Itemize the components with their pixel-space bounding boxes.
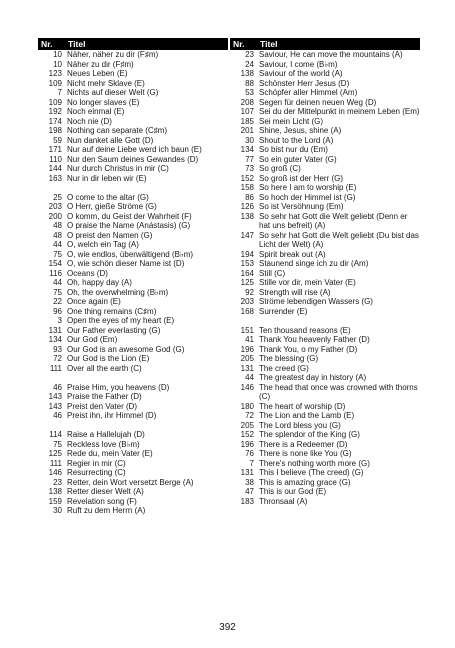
song-number: 138 xyxy=(240,211,254,221)
index-entry xyxy=(38,430,228,440)
index-entry xyxy=(230,487,420,497)
song-number: 203 xyxy=(48,202,62,211)
song-number: 198 xyxy=(48,126,62,135)
song-title: Ten thousand reasons (E) xyxy=(259,325,351,335)
song-number: 180 xyxy=(240,401,254,411)
index-entry xyxy=(38,117,228,127)
index-entry xyxy=(230,174,420,184)
song-title: Reckless love (B♭m) xyxy=(67,439,140,449)
song-title: Ströme lebendigen Wassers (G) xyxy=(259,297,373,306)
index-list-left xyxy=(38,50,228,516)
index-entry xyxy=(38,240,228,250)
index-entry xyxy=(38,411,228,421)
song-number: 143 xyxy=(48,401,62,411)
index-entry xyxy=(230,497,420,507)
song-number: 185 xyxy=(240,116,254,126)
song-number: 44 xyxy=(53,278,62,287)
song-number: 7 xyxy=(57,88,62,97)
song-title: The heart of worship (D) xyxy=(259,401,346,411)
song-number: 46 xyxy=(53,411,62,420)
song-title: Our God is the Lion (E) xyxy=(67,354,150,363)
song-title: Nichts auf dieser Welt (G) xyxy=(67,88,159,97)
song-number: 41 xyxy=(245,335,254,344)
index-entry xyxy=(38,497,228,507)
column-header xyxy=(38,38,228,50)
song-title: Open the eyes of my heart (E) xyxy=(67,316,175,325)
section-spacer xyxy=(38,373,228,383)
song-title: Thronsaal (A) xyxy=(259,496,308,506)
song-title: Rede du, mein Vater (E) xyxy=(67,449,153,458)
song-number: 163 xyxy=(48,173,62,183)
index-column-left xyxy=(38,38,228,516)
song-number: 126 xyxy=(240,202,254,211)
index-entry xyxy=(38,88,228,98)
song-number: 47 xyxy=(245,487,254,496)
song-title: Ruft zu dem Herrn (A) xyxy=(67,506,146,515)
index-entry xyxy=(230,335,420,345)
index-entry xyxy=(230,449,420,459)
song-title: Schönster Herr Jesus (D) xyxy=(259,78,350,88)
song-title: Sei du der Mittelpunkt in meinem Leben (Em) xyxy=(259,107,420,116)
song-number: 134 xyxy=(48,335,62,344)
index-column-right xyxy=(230,38,420,506)
song-number: 88 xyxy=(245,78,254,88)
song-number: 76 xyxy=(245,449,254,458)
song-title: The greatest day in history (A) xyxy=(259,373,367,382)
index-entry xyxy=(230,117,420,127)
song-number: 168 xyxy=(240,306,254,316)
song-number: 22 xyxy=(53,297,62,306)
index-entry xyxy=(230,98,420,108)
song-title: So ist Versöhnung (Em) xyxy=(259,202,344,211)
song-title: Segen für deinen neuen Weg (D) xyxy=(259,97,377,107)
index-entry xyxy=(230,326,420,336)
index-entry xyxy=(230,468,420,478)
song-number: 111 xyxy=(49,363,62,373)
song-number: 44 xyxy=(53,240,62,249)
index-entry xyxy=(230,60,420,70)
song-number: 171 xyxy=(48,145,62,154)
song-title: Oh, the overwhelming (B♭m) xyxy=(67,287,169,297)
index-entry xyxy=(38,354,228,364)
index-entry xyxy=(38,326,228,336)
song-number: 48 xyxy=(53,230,62,240)
song-title: Preist den Vater (D) xyxy=(67,401,138,411)
song-number: 183 xyxy=(240,496,254,506)
song-number: 138 xyxy=(240,69,254,78)
index-entry xyxy=(38,202,228,212)
song-number: 151 xyxy=(240,325,254,335)
index-entry xyxy=(230,430,420,440)
song-number: 134 xyxy=(240,145,254,154)
song-number: 146 xyxy=(48,468,62,477)
song-number: 48 xyxy=(53,221,62,230)
index-entry xyxy=(38,79,228,89)
index-entry xyxy=(230,402,420,412)
index-entry xyxy=(38,402,228,412)
song-number: 30 xyxy=(53,506,62,515)
song-title: O praise the Name (Anástasis) (G) xyxy=(67,221,191,230)
song-title: O komm, du Geist der Wahrheit (F) xyxy=(67,211,192,221)
index-entry xyxy=(38,487,228,497)
song-title: The creed (G) xyxy=(259,363,309,373)
song-title: The head that once was crowned with thorns (C) xyxy=(259,382,418,401)
song-title: Revelation song (F) xyxy=(67,496,137,506)
song-number: 44 xyxy=(245,373,254,382)
index-entry xyxy=(230,269,420,279)
song-title: Thank You heavenly Father (D) xyxy=(259,335,370,344)
index-entry xyxy=(230,383,420,402)
song-title: O, wie schön dieser Name ist (D) xyxy=(67,259,185,268)
index-entry xyxy=(38,449,228,459)
song-number: 144 xyxy=(48,164,62,173)
song-number: 96 xyxy=(53,306,62,316)
song-number: 153 xyxy=(240,259,254,268)
song-title: Nicht mehr Sklave (E) xyxy=(67,78,145,88)
index-entry xyxy=(230,69,420,79)
index-entry xyxy=(38,364,228,374)
song-title: Staunend singe ich zu dir (Am) xyxy=(259,259,369,268)
song-number: 24 xyxy=(245,59,254,69)
song-title: O come to the altar (G) xyxy=(67,192,149,202)
song-number: 10 xyxy=(53,50,62,59)
index-entry xyxy=(38,468,228,478)
index-entry xyxy=(230,373,420,383)
index-entry xyxy=(38,164,228,174)
song-number: 109 xyxy=(48,97,62,107)
index-entry xyxy=(38,459,228,469)
index-entry xyxy=(38,335,228,345)
song-number: 23 xyxy=(53,477,62,487)
song-number: 25 xyxy=(53,192,62,202)
index-entry xyxy=(38,440,228,450)
song-title: Noch einmal (E) xyxy=(67,107,125,116)
index-entry xyxy=(38,259,228,269)
song-number: 114 xyxy=(49,430,62,439)
song-number: 205 xyxy=(240,420,254,430)
song-number: 205 xyxy=(240,354,254,363)
song-title: Once again (E) xyxy=(67,297,121,306)
song-title: Resurrecting (C) xyxy=(67,468,126,477)
song-title: This is amazing grace (G) xyxy=(259,477,351,487)
index-entry xyxy=(38,145,228,155)
header-nr: Nr. xyxy=(233,39,245,49)
song-number: 23 xyxy=(245,50,254,59)
song-title: Still (C) xyxy=(259,268,286,278)
song-number: 147 xyxy=(240,230,254,240)
song-title: Raise a Hallelujah (D) xyxy=(67,430,145,439)
song-title: Noch nie (D) xyxy=(67,116,112,126)
song-title: Näher, näher zu dir (F♯m) xyxy=(67,50,159,59)
index-entry xyxy=(230,202,420,212)
index-entry xyxy=(38,345,228,355)
index-entry xyxy=(230,145,420,155)
index-entry xyxy=(38,212,228,222)
song-title: So sehr hat Gott die Welt geliebt (Denn er hat uns befreit) (A) xyxy=(259,211,408,230)
song-number: 38 xyxy=(245,477,254,487)
song-title: Strength will rise (A) xyxy=(259,287,331,297)
song-number: 10 xyxy=(53,59,62,69)
index-entry xyxy=(230,212,420,231)
index-entry xyxy=(230,297,420,307)
header-title: Titel xyxy=(260,39,278,49)
index-entry xyxy=(38,155,228,165)
index-entry xyxy=(230,88,420,98)
index-entry xyxy=(38,193,228,203)
song-title: Oh, happy day (A) xyxy=(67,278,132,287)
song-title: Preist ihn, ihr Himmel (D) xyxy=(67,411,157,420)
song-title: Oceans (D) xyxy=(67,268,108,278)
index-entry xyxy=(230,354,420,364)
song-number: 3 xyxy=(57,316,62,325)
song-number: 201 xyxy=(240,126,254,135)
song-title: Retter, dein Wort versetzt Berge (A) xyxy=(67,477,194,487)
song-number: 75 xyxy=(53,439,62,449)
song-title: Stille vor dir, mein Vater (E) xyxy=(259,278,356,287)
song-number: 196 xyxy=(240,344,254,354)
song-title: Schöpfer aller Himmel (Am) xyxy=(259,88,358,97)
section-spacer xyxy=(230,316,420,326)
index-entry xyxy=(230,50,420,60)
song-number: 146 xyxy=(240,382,254,392)
song-number: 93 xyxy=(53,344,62,354)
song-title: Surrender (E) xyxy=(259,306,308,316)
song-number: 30 xyxy=(245,135,254,145)
index-entry xyxy=(230,288,420,298)
song-title: Nur durch Christus in mir (C) xyxy=(67,164,169,173)
index-entry xyxy=(38,316,228,326)
song-number: 164 xyxy=(240,268,254,278)
song-title: So bist nur du (Em) xyxy=(259,145,328,154)
song-number: 174 xyxy=(48,116,62,126)
song-title: The splendor of the King (G) xyxy=(259,430,360,439)
song-number: 131 xyxy=(48,325,62,335)
section-spacer xyxy=(38,183,228,193)
song-number: 192 xyxy=(48,107,62,116)
song-title: Praise the Father (D) xyxy=(67,392,142,401)
song-number: 92 xyxy=(245,287,254,297)
song-number: 152 xyxy=(240,173,254,183)
index-entry xyxy=(230,250,420,260)
index-entry xyxy=(38,392,228,402)
song-number: 86 xyxy=(245,192,254,202)
song-title: Shine, Jesus, shine (A) xyxy=(259,126,342,135)
song-title: So hoch der Himmel ist (G) xyxy=(259,192,356,202)
song-title: Regier in mir (C) xyxy=(67,458,126,468)
index-entry xyxy=(38,297,228,307)
index-entry xyxy=(230,231,420,250)
index-list-right xyxy=(230,50,420,506)
song-number: 143 xyxy=(48,392,62,401)
index-entry xyxy=(38,383,228,393)
song-number: 110 xyxy=(49,154,62,164)
index-entry xyxy=(230,126,420,136)
song-number: 59 xyxy=(53,135,62,145)
song-title: No longer slaves (E) xyxy=(67,97,140,107)
song-title: The Lion and the Lamb (E) xyxy=(259,411,355,420)
song-title: Nur auf deine Liebe werd ich baun (E) xyxy=(67,145,202,154)
song-title: Our God is an awesome God (G) xyxy=(67,344,185,354)
index-entry xyxy=(230,79,420,89)
song-number: 203 xyxy=(240,297,254,306)
index-entry xyxy=(38,231,228,241)
song-number: 152 xyxy=(240,430,254,439)
song-number: 116 xyxy=(49,268,62,278)
song-number: 107 xyxy=(240,107,254,116)
song-number: 154 xyxy=(48,259,62,268)
index-entry xyxy=(230,136,420,146)
index-entry xyxy=(38,50,228,60)
song-number: 196 xyxy=(240,439,254,449)
song-title: Neues Leben (E) xyxy=(67,69,128,78)
section-spacer xyxy=(38,421,228,431)
song-title: There's nothing worth more (G) xyxy=(259,458,370,468)
index-entry xyxy=(230,478,420,488)
index-entry xyxy=(38,136,228,146)
song-title: Nur in dir leben wir (E) xyxy=(67,173,147,183)
song-number: 72 xyxy=(245,411,254,420)
song-number: 73 xyxy=(245,164,254,173)
song-title: Over all the earth (C) xyxy=(67,363,142,373)
index-entry xyxy=(230,155,420,165)
index-entry xyxy=(230,259,420,269)
index-entry xyxy=(230,307,420,317)
index-entry xyxy=(38,60,228,70)
song-title: So ein guter Vater (G) xyxy=(259,154,337,164)
index-entry xyxy=(38,269,228,279)
index-entry xyxy=(38,174,228,184)
index-entry xyxy=(230,183,420,193)
song-number: 109 xyxy=(48,78,62,88)
song-title: Thank You, o my Father (D) xyxy=(259,344,358,354)
song-title: This is our God (E) xyxy=(259,487,327,496)
song-title: So groß ist der Herr (G) xyxy=(259,173,344,183)
song-number: 46 xyxy=(53,382,62,392)
song-title: So here I am to worship (E) xyxy=(259,183,357,192)
song-number: 123 xyxy=(48,69,62,78)
song-number: 159 xyxy=(48,496,62,506)
song-number: 200 xyxy=(48,211,62,221)
song-title: Näher zu dir (F♯m) xyxy=(67,59,134,69)
song-number: 75 xyxy=(53,287,62,297)
song-title: O, welch ein Tag (A) xyxy=(67,240,139,249)
index-entry xyxy=(38,506,228,516)
song-title: The Lord bless you (G) xyxy=(259,420,341,430)
song-title: One thing remains (C♯m) xyxy=(67,306,157,316)
header-nr: Nr. xyxy=(41,39,53,49)
index-entry xyxy=(230,440,420,450)
song-number: 53 xyxy=(245,88,254,97)
song-title: So sehr hat Gott die Welt geliebt (Du bist das Licht der Welt) (A) xyxy=(259,230,419,249)
song-title: O Herr, gieße Ströme (G) xyxy=(67,202,157,211)
index-entry xyxy=(38,250,228,260)
song-title: Our Father everlasting (G) xyxy=(67,325,161,335)
song-title: Praise Him, you heavens (D) xyxy=(67,382,170,392)
index-entry xyxy=(38,69,228,79)
index-entry xyxy=(38,478,228,488)
song-title: Nothing can separate (C♯m) xyxy=(67,126,168,135)
song-number: 194 xyxy=(240,249,254,259)
index-entry xyxy=(38,288,228,298)
song-title: O, wie endlos, überwältigend (B♭m) xyxy=(67,249,194,259)
song-number: 131 xyxy=(240,363,254,373)
song-title: Shout to the Lord (A) xyxy=(259,135,334,145)
song-number: 7 xyxy=(249,458,254,468)
song-title: So groß (C) xyxy=(259,164,301,173)
song-title: The blessing (G) xyxy=(259,354,319,363)
song-title: O preist den Namen (G) xyxy=(67,230,153,240)
song-number: 111 xyxy=(49,458,62,468)
song-number: 72 xyxy=(53,354,62,363)
song-number: 158 xyxy=(240,183,254,192)
index-entry xyxy=(230,459,420,469)
song-title: Saviour, He can move the mountains (A) xyxy=(259,50,403,59)
index-entry xyxy=(230,345,420,355)
song-title: Spirit break out (A) xyxy=(259,249,326,259)
song-title: There is a Redeemer (D) xyxy=(259,439,348,449)
song-title: Our God (Em) xyxy=(67,335,118,344)
song-title: Nur den Saum deines Gewandes (D) xyxy=(67,154,199,164)
header-title: Titel xyxy=(68,39,86,49)
song-title: Nun danket alle Gott (D) xyxy=(67,135,154,145)
song-title: Saviour, I come (B♭m) xyxy=(259,59,338,69)
index-entry xyxy=(38,278,228,288)
song-number: 131 xyxy=(240,468,254,477)
column-header xyxy=(230,38,420,50)
song-number: 208 xyxy=(240,97,254,107)
index-entry xyxy=(38,307,228,317)
index-entry xyxy=(230,421,420,431)
index-entry xyxy=(230,107,420,117)
index-entry xyxy=(38,126,228,136)
page-number: 392 xyxy=(219,622,236,633)
index-entry xyxy=(38,221,228,231)
song-title: There is none like You (G) xyxy=(259,449,352,458)
song-number: 125 xyxy=(240,278,254,287)
song-title: This I believe (The creed) (G) xyxy=(259,468,364,477)
song-title: Retter dieser Welt (A) xyxy=(67,487,144,496)
song-number: 75 xyxy=(53,249,62,259)
index-entry xyxy=(230,364,420,374)
song-number: 125 xyxy=(48,449,62,458)
song-title: Sei mein Licht (G) xyxy=(259,116,324,126)
index-entry xyxy=(38,107,228,117)
index-entry xyxy=(38,98,228,108)
song-number: 138 xyxy=(48,487,62,496)
index-entry xyxy=(230,164,420,174)
index-entry xyxy=(230,193,420,203)
song-title: Saviour of the world (A) xyxy=(259,69,343,78)
index-entry xyxy=(230,411,420,421)
index-entry xyxy=(230,278,420,288)
song-number: 77 xyxy=(245,154,254,164)
